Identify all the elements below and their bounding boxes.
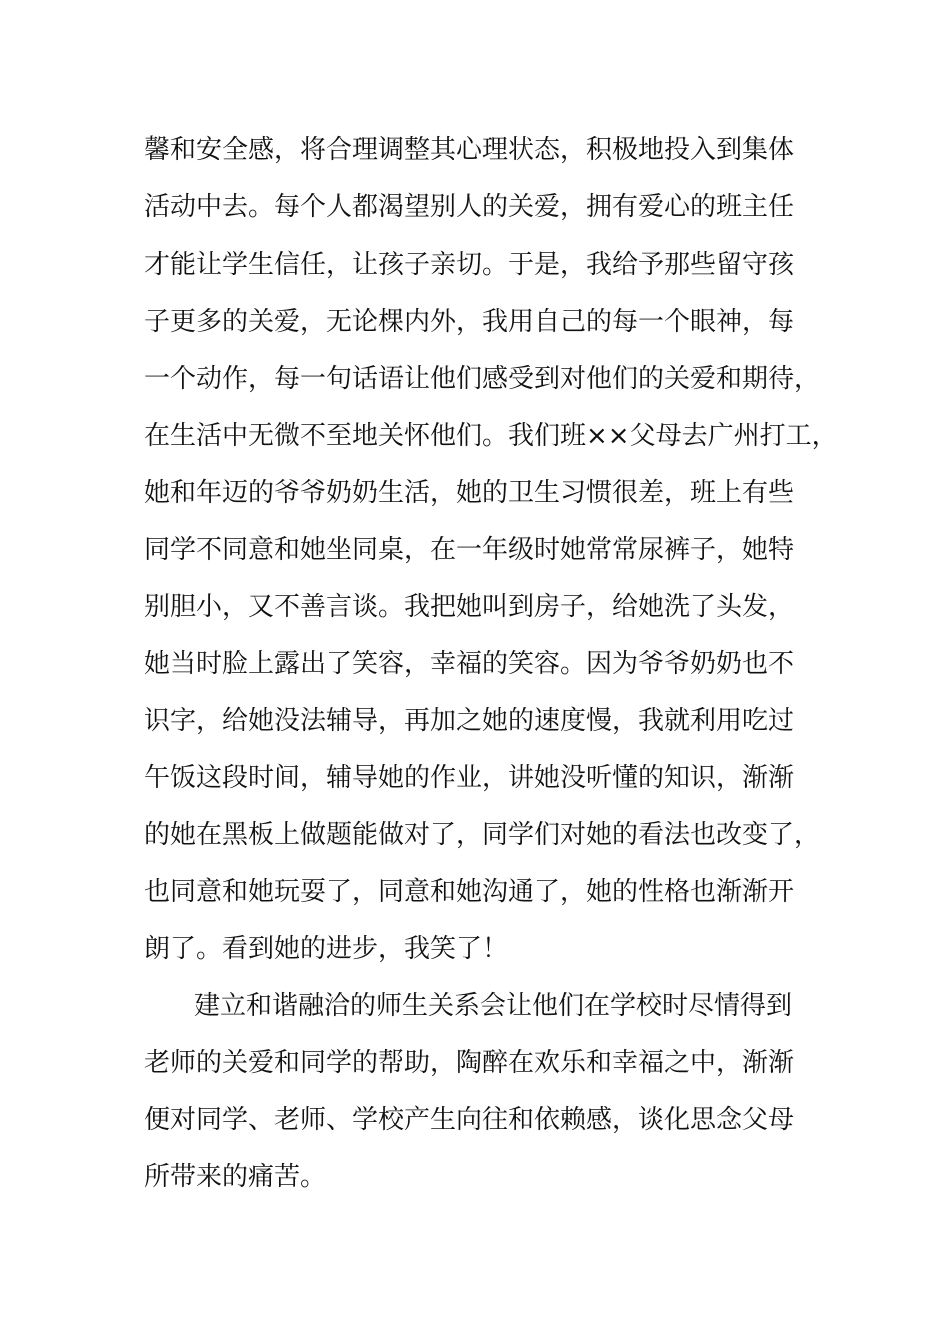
paragraph-2-line-2: 老师的关爱和同学的帮助，陶醉在欢乐和幸福之中，渐渐 (144, 1048, 795, 1078)
paragraph-1-line-5: 一个动作，每一句话语让他们感受到对他们的关爱和期待， (144, 364, 821, 394)
paragraph-1-line-8: 同学不同意和她坐同桌，在一年级时她常常尿裤子，她特 (144, 535, 795, 565)
paragraph-1-line-12: 午饭这段时间，辅导她的作业，讲她没听懂的知识，渐渐 (144, 763, 795, 793)
paragraph-1-line-1: 馨和安全感，将合理调整其心理状态，积极地投入到集体 (144, 135, 795, 165)
paragraph-1-line-13: 的她在黑板上做题能做对了，同学们对她的看法也改变了， (144, 820, 821, 850)
paragraph-2-line-1: 建立和谐融洽的师生关系会让他们在学校时尽情得到 (194, 991, 793, 1021)
paragraph-2-line-3: 便对同学、老师、学校产生向往和依赖感，谈化思念父母 (144, 1105, 795, 1135)
paragraph-1-line-10: 她当时脸上露出了笑容，幸福的笑容。因为爷爷奶奶也不 (144, 649, 795, 679)
paragraph-1-line-2: 活动中去。每个人都渴望别人的关爱，拥有爱心的班主任 (144, 192, 795, 222)
paragraph-1-line-4: 子更多的关爱，无论棵内外，我用自己的每一个眼神，每 (144, 307, 795, 337)
paragraph-2-line-4: 所带来的痛苦。 (144, 1162, 327, 1192)
paragraph-1-line-14: 也同意和她玩耍了，同意和她沟通了，她的性格也渐渐开 (144, 877, 795, 907)
paragraph-1-line-3: 才能让学生信任，让孩子亲切。于是，我给予那些留守孩 (144, 250, 795, 280)
paragraph-1-line-15: 朗了。看到她的进步，我笑了！ (144, 934, 509, 964)
paragraph-1-line-7: 她和年迈的爷爷奶奶生活，她的卫生习惯很差，班上有些 (144, 478, 795, 508)
paragraph-1-line-6: 在生活中无微不至地关怀他们。我们班××父母去广州打工， (144, 421, 838, 451)
paragraph-1-line-11: 识字，给她没法辅导，再加之她的速度慢，我就利用吃过 (144, 706, 795, 736)
paragraph-1-line-9: 别胆小，又不善言谈。我把她叫到房子，给她洗了头发， (144, 592, 795, 622)
